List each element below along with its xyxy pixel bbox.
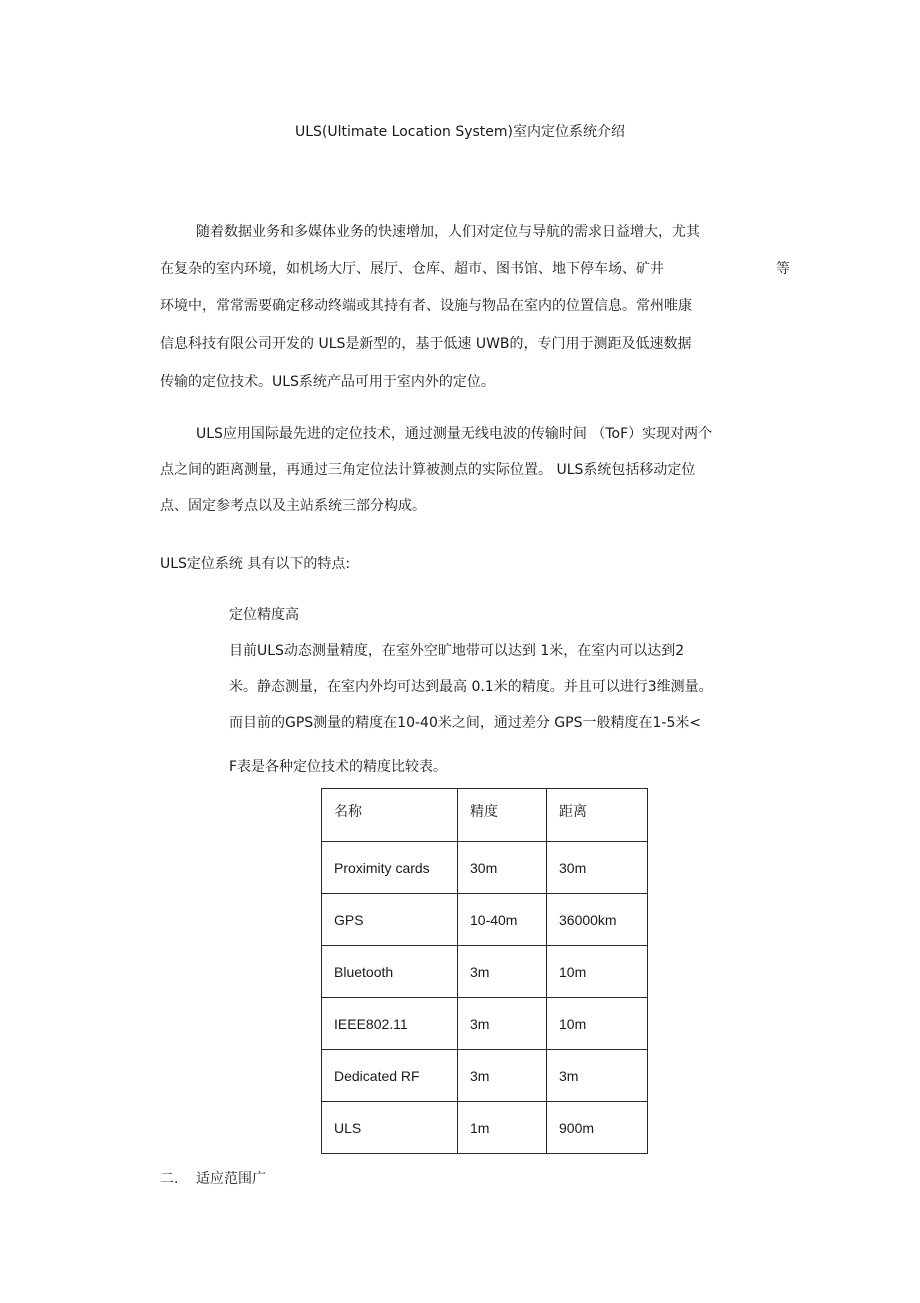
feature-1-line-1: 目前ULS动态测量精度，在室外空旷地带可以达到 1米，在室内可以达到2 <box>229 643 685 659</box>
section-2-number: 二. <box>160 1171 179 1187</box>
paragraph-2-line-1: ULS应用国际最先进的定位技术，通过测量无线电波的传输时间 （ToF）实现对两个 <box>196 426 713 442</box>
table-row <box>322 894 648 946</box>
table-row <box>322 1102 648 1154</box>
table-cell: 10m <box>547 998 648 1050</box>
table-cell: IEEE802.11 <box>322 998 458 1050</box>
table-cell: Bluetooth <box>322 946 458 998</box>
feature-1-heading: 定位精度高 <box>229 607 299 623</box>
feature-1-line-4: F表是各种定位技术的精度比较表。 <box>229 759 448 775</box>
section-2-heading: 适应范围广 <box>196 1171 266 1187</box>
table-cell: ULS <box>322 1102 458 1154</box>
table-cell: 3m <box>458 998 547 1050</box>
table-header-row <box>322 789 648 842</box>
table-cell: 10-40m <box>458 894 547 946</box>
feature-1-line-3: 而目前的GPS测量的精度在10-40米之间，通过差分 GPS一般精度在1-5米< <box>229 715 702 731</box>
accuracy-comparison-table <box>321 788 648 1154</box>
paragraph-1-line-4: 信息科技有限公司开发的 ULS是新型的，基于低速 UWB的，专门用于测距及低速数据 <box>160 336 692 352</box>
paragraph-1-line-3: 环境中，常常需要确定移动终端或其持有者、设施与物品在室内的位置信息。常州唯康 <box>160 298 692 314</box>
features-heading: ULS定位系统 具有以下的特点: <box>160 556 351 572</box>
paragraph-2-line-3: 点、固定参考点以及主站系统三部分构成。 <box>160 498 426 514</box>
table-cell: GPS <box>322 894 458 946</box>
table-cell: 900m <box>547 1102 648 1154</box>
table-row <box>322 998 648 1050</box>
table-header-cell: 精度 <box>458 789 547 842</box>
paragraph-2-line-2: 点之间的距离测量，再通过三角定位法计算被测点的实际位置。 ULS系统包括移动定位 <box>160 462 696 478</box>
paragraph-1-line-1: 随着数据业务和多媒体业务的快速增加，人们对定位与导航的需求日益增大，尤其 <box>196 224 700 240</box>
feature-1-line-2: 米。静态测量，在室内外均可达到最高 0.1米的精度。并且可以进行3维测量。 <box>229 679 713 695</box>
table-cell: 3m <box>547 1050 648 1102</box>
document-title: ULS(Ultimate Location System)室内定位系统介绍 <box>294 124 625 140</box>
paragraph-1-line-5: 传输的定位技术。ULS系统产品可用于室内外的定位。 <box>160 374 495 390</box>
paragraph-1-line-2-end: 等 <box>776 261 790 277</box>
table-cell: 10m <box>547 946 648 998</box>
table-cell: 3m <box>458 946 547 998</box>
table-header-cell: 距离 <box>547 789 648 842</box>
table-cell: 3m <box>458 1050 547 1102</box>
table-cell: Proximity cards <box>322 842 458 894</box>
table-cell: 36000km <box>547 894 648 946</box>
table-cell: 1m <box>458 1102 547 1154</box>
table-header-cell: 名称 <box>322 789 458 842</box>
table-row <box>322 946 648 998</box>
table-row <box>322 842 648 894</box>
table-cell: 30m <box>458 842 547 894</box>
table-row <box>322 1050 648 1102</box>
table-cell: 30m <box>547 842 648 894</box>
table-cell: Dedicated RF <box>322 1050 458 1102</box>
paragraph-1-line-2: 在复杂的室内环境，如机场大厅、展厅、仓库、超市、图书馆、地下停车场、矿井 <box>160 261 664 277</box>
